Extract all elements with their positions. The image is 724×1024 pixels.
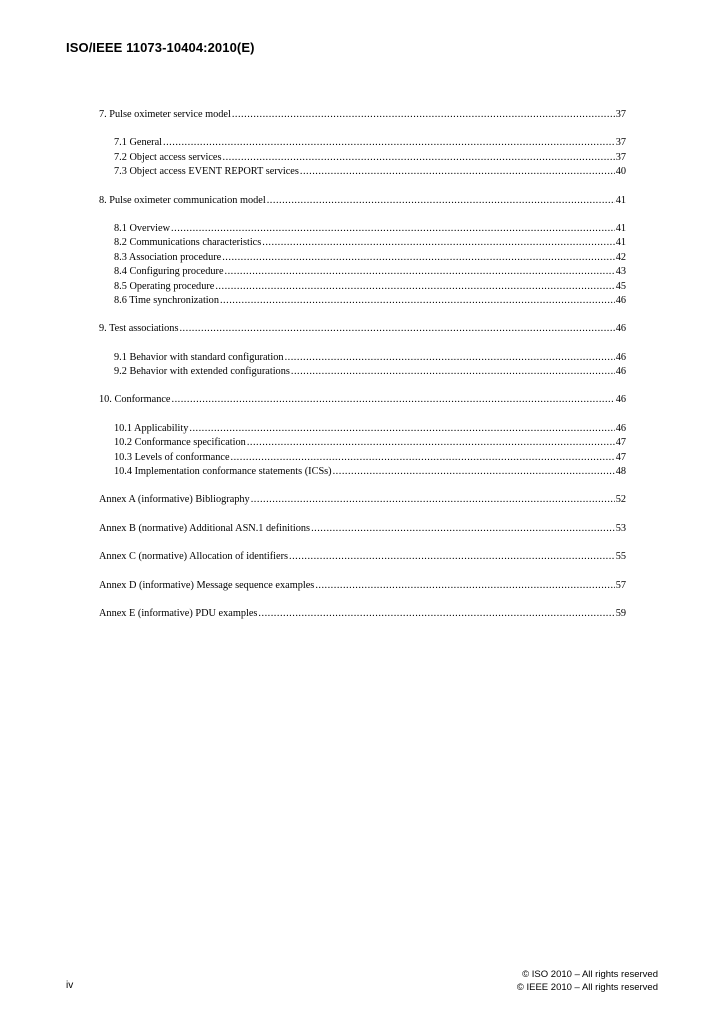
document-header: ISO/IEEE 11073-10404:2010(E) — [66, 40, 255, 55]
dot-leader — [232, 108, 615, 122]
toc-entry-page: 37 — [615, 151, 626, 163]
toc-subentry[interactable] — [99, 280, 626, 294]
dot-leader — [251, 493, 615, 507]
toc-entry-page: 46 — [615, 294, 626, 306]
toc-subentry[interactable] — [99, 436, 626, 450]
toc-subentry[interactable] — [99, 451, 626, 465]
toc-entry-title: 8.6 Time synchronization — [114, 294, 219, 306]
dot-leader — [300, 165, 615, 179]
toc-section — [99, 393, 626, 479]
toc-entry-page: 52 — [615, 494, 626, 506]
toc-entry-page: 46 — [615, 422, 626, 434]
toc-entry-page: 46 — [615, 394, 626, 406]
table-of-contents — [99, 108, 626, 635]
toc-entry-title: 10.3 Levels of conformance — [114, 451, 230, 463]
toc-entry-title: 7.3 Object access EVENT REPORT services — [114, 166, 299, 178]
toc-subentry[interactable] — [99, 136, 626, 150]
dot-leader — [311, 522, 615, 536]
toc-entry-title: 10. Conformance — [99, 394, 171, 406]
toc-entry-page: 46 — [615, 323, 626, 335]
toc-entry-title: Annex C (normative) Allocation of identifiers — [99, 551, 289, 563]
dot-leader — [267, 194, 615, 208]
dot-leader — [291, 365, 615, 379]
dot-leader — [220, 294, 615, 308]
dot-leader — [163, 136, 615, 150]
toc-subentry[interactable] — [99, 365, 626, 379]
toc-subentry[interactable] — [99, 265, 626, 279]
dot-leader — [231, 451, 615, 465]
copyright-iso: © ISO 2010 – All rights reserved — [522, 969, 658, 980]
toc-subentry[interactable] — [99, 465, 626, 479]
toc-entry-title: 9.2 Behavior with extended configurations — [114, 366, 290, 378]
toc-subentry[interactable] — [99, 236, 626, 250]
toc-subentry[interactable] — [99, 222, 626, 236]
toc-entry[interactable] — [99, 579, 626, 593]
toc-entry-title: 8.2 Communications characteristics — [114, 237, 262, 249]
toc-entry-title: 7.1 General — [114, 137, 163, 149]
toc-entry[interactable] — [99, 493, 626, 507]
toc-entry-page: 45 — [615, 280, 626, 292]
toc-entry-page: 55 — [615, 551, 626, 563]
dot-leader — [172, 393, 615, 407]
toc-entry-page: 47 — [615, 437, 626, 449]
dot-leader — [247, 436, 615, 450]
toc-entry-title: 9.1 Behavior with standard configuration — [114, 351, 284, 363]
dot-leader — [258, 607, 614, 621]
copyright-ieee: © IEEE 2010 – All rights reserved — [516, 982, 658, 993]
dot-leader — [285, 351, 615, 365]
toc-section — [99, 522, 626, 536]
toc-entry-page: 57 — [615, 579, 626, 591]
dot-leader — [171, 222, 615, 236]
toc-entry-page: 46 — [615, 366, 626, 378]
toc-entry-title: 8. Pulse oximeter communication model — [99, 194, 266, 206]
toc-entry-title: Annex E (informative) PDU examples — [99, 607, 258, 619]
toc-section — [99, 550, 626, 564]
dot-leader — [225, 265, 615, 279]
toc-entry[interactable] — [99, 108, 626, 122]
toc-entry-page: 37 — [615, 109, 626, 120]
toc-entry-page: 46 — [615, 351, 626, 363]
toc-entry-title: Annex A (informative) Bibliography — [99, 494, 250, 506]
toc-entry-title: Annex B (normative) Additional ASN.1 definitions — [99, 522, 311, 534]
toc-entry-page: 42 — [615, 251, 626, 263]
toc-entry-page: 47 — [615, 451, 626, 463]
toc-entry-title: 10.4 Implementation conformance statements (ICSs) — [114, 466, 332, 478]
dot-leader — [179, 322, 614, 336]
toc-entry[interactable] — [99, 522, 626, 536]
dot-leader — [333, 465, 615, 479]
dot-leader — [223, 151, 615, 165]
toc-entry-title: 8.5 Operating procedure — [114, 280, 215, 292]
toc-entry-page: 59 — [615, 607, 626, 619]
dot-leader — [215, 280, 614, 294]
toc-entry[interactable] — [99, 607, 626, 621]
toc-entry-page: 41 — [615, 222, 626, 234]
toc-subentry[interactable] — [99, 422, 626, 436]
toc-entry-title: 10.2 Conformance specification — [114, 437, 246, 449]
toc-subentry[interactable] — [99, 351, 626, 365]
toc-entry[interactable] — [99, 393, 626, 407]
toc-entry-title: 10.1 Applicability — [114, 422, 189, 434]
dot-leader — [262, 236, 614, 250]
toc-section — [99, 493, 626, 507]
toc-section — [99, 607, 626, 621]
toc-entry[interactable] — [99, 322, 626, 336]
toc-entry-page: 40 — [615, 166, 626, 178]
toc-entry[interactable] — [99, 550, 626, 564]
dot-leader — [289, 550, 615, 564]
toc-section — [99, 194, 626, 309]
dot-leader — [189, 422, 614, 436]
toc-entry-page: 48 — [615, 466, 626, 478]
toc-subentry[interactable] — [99, 165, 626, 179]
toc-section — [99, 579, 626, 593]
toc-entry-page: 53 — [615, 522, 626, 534]
toc-section — [99, 322, 626, 379]
toc-entry-title: Annex D (informative) Message sequence examples — [99, 579, 315, 591]
toc-entry-page: 37 — [615, 137, 626, 149]
toc-subentry[interactable] — [99, 294, 626, 308]
page-number: iv — [66, 980, 74, 991]
toc-entry-page: 41 — [615, 194, 626, 206]
copyright-notice — [517, 968, 658, 994]
toc-subentry[interactable] — [99, 251, 626, 265]
toc-entry[interactable] — [99, 194, 626, 208]
toc-entry-page: 41 — [615, 237, 626, 249]
dot-leader — [222, 251, 614, 265]
toc-entry-title: 9. Test associations — [99, 323, 179, 335]
toc-entry-title: 8.1 Overview — [114, 222, 171, 234]
toc-entry-title: 8.4 Configuring procedure — [114, 266, 224, 278]
toc-entry-title: 7.2 Object access services — [114, 151, 222, 163]
toc-section — [99, 108, 626, 180]
toc-entry-title: 8.3 Association procedure — [114, 251, 222, 263]
dot-leader — [315, 579, 614, 593]
toc-subentry[interactable] — [99, 151, 626, 165]
toc-entry-title: 7. Pulse oximeter service model — [99, 109, 231, 120]
toc-entry-page: 43 — [615, 266, 626, 278]
